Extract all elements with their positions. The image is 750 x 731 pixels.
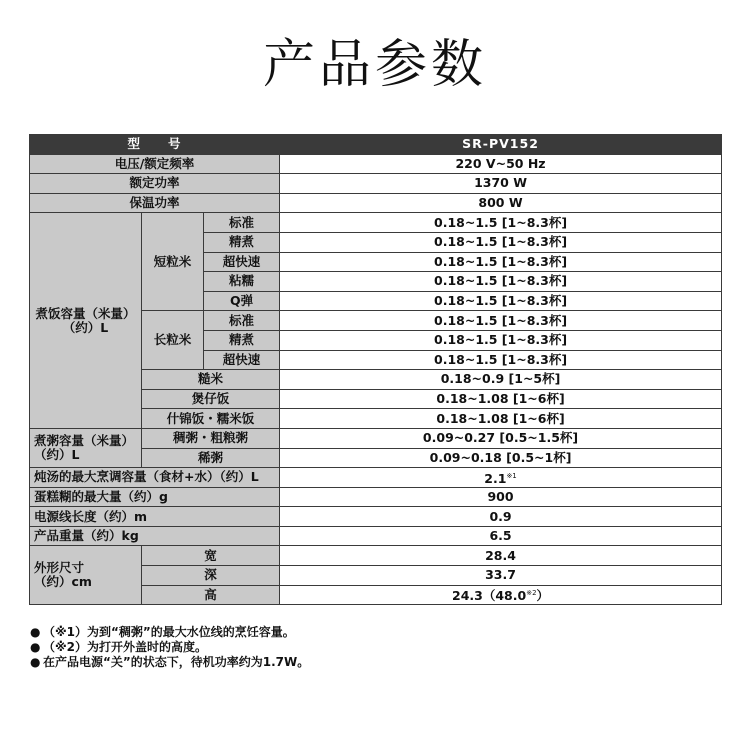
table-row	[30, 487, 722, 507]
mode-value: 0.09~0.27 [0.5~1.5杯]	[280, 428, 722, 448]
table-row	[30, 213, 722, 233]
dim-value: 28.4	[280, 546, 722, 566]
page-title: 产品参数	[262, 35, 487, 95]
cook-capacity-label-line2: （约）L	[62, 319, 109, 335]
dimensions-label-line1: 外形尺寸	[34, 560, 85, 576]
cake-max-value: 900	[280, 487, 722, 507]
table-row	[30, 174, 722, 194]
soup-capacity-value	[280, 468, 722, 488]
mode-value: 0.18~0.9 [1~5杯]	[280, 370, 722, 390]
porridge-capacity-label-line2: （约）L	[34, 447, 80, 462]
dim-label: 深	[142, 566, 280, 586]
footnotes	[30, 625, 309, 670]
keep-warm-power-label: 保温功率	[30, 193, 280, 213]
cord-length-value: 0.9	[280, 507, 722, 527]
mode-label: 精煮	[204, 330, 280, 350]
keep-warm-power-value: 800 W	[280, 193, 722, 213]
mode-value: 0.18~1.5 [1~8.3杯]	[280, 272, 722, 292]
dimensions-label	[30, 546, 142, 605]
cook-capacity-label-line1: 煮饭容量（米量）	[35, 305, 136, 321]
dimensions-label-line2: （约）cm	[34, 574, 92, 590]
weight-label: 产品重量（约）kg	[30, 526, 280, 546]
mode-label: 煲仔饭	[142, 389, 280, 409]
soup-capacity-label: 炖汤的最大烹调容量（食材+水）（约）L	[30, 468, 280, 488]
mode-value: 0.18~1.5 [1~8.3杯]	[280, 213, 722, 233]
mode-value: 0.18~1.5 [1~8.3杯]	[280, 350, 722, 370]
table-row	[30, 507, 722, 527]
mode-value: 0.18~1.08 [1~6杯]	[280, 409, 722, 429]
dim-label: 高	[142, 585, 280, 605]
cook-capacity-label	[30, 213, 142, 429]
spec-table	[29, 134, 722, 605]
weight-value: 6.5	[280, 526, 722, 546]
soup-capacity-number: 2.1	[484, 470, 507, 486]
rated-power-label: 额定功率	[30, 174, 280, 194]
mode-label: 糙米	[142, 370, 280, 390]
table-row	[30, 428, 722, 448]
voltage-label: 电压/额定频率	[30, 154, 280, 174]
mode-label: 稀粥	[142, 448, 280, 468]
table-row	[30, 193, 722, 213]
footnote-item	[30, 640, 309, 655]
mode-label: 稠粥・粗粮粥	[142, 428, 280, 448]
long-grain-label: 长粒米	[142, 311, 204, 370]
dim-value: 33.7	[280, 566, 722, 586]
mode-label: 什锦饭・糯米饭	[142, 409, 280, 429]
porridge-capacity-label-line1: 煮粥容量（米量）	[34, 433, 135, 448]
height-suffix: ）	[536, 588, 550, 604]
footnote-text: （※1）为到“稠粥”的最大水位线的烹饪容量。	[43, 625, 295, 639]
footnote-text: （※2）为打开外盖时的高度。	[43, 640, 208, 654]
footnote-mark: ※2	[526, 589, 537, 598]
dim-label: 宽	[142, 546, 280, 566]
cake-max-label: 蛋糕糊的最大量（约）g	[30, 487, 280, 507]
model-label: 型 号	[30, 135, 280, 155]
table-row	[30, 154, 722, 174]
mode-value: 0.18~1.08 [1~6杯]	[280, 389, 722, 409]
porridge-capacity-label	[30, 428, 142, 467]
mode-label: 标准	[204, 311, 280, 331]
mode-label: 超快速	[204, 350, 280, 370]
mode-label: 超快速	[204, 252, 280, 272]
footnote-item	[30, 625, 309, 640]
footnote-text: 在产品电源“关”的状态下，待机功率约为1.7W。	[43, 655, 310, 669]
bullet-icon: ●	[30, 625, 41, 639]
mode-label: Q弹	[204, 291, 280, 311]
height-number: 24.3（48.0	[452, 588, 527, 604]
bullet-icon: ●	[30, 655, 41, 669]
bullet-icon: ●	[30, 640, 41, 654]
mode-value: 0.18~1.5 [1~8.3杯]	[280, 311, 722, 331]
mode-label: 粘糯	[204, 272, 280, 292]
mode-value: 0.09~0.18 [0.5~1杯]	[280, 448, 722, 468]
mode-value: 0.18~1.5 [1~8.3杯]	[280, 232, 722, 252]
mode-label: 精煮	[204, 232, 280, 252]
voltage-value: 220 V~50 Hz	[280, 154, 722, 174]
dim-value	[280, 585, 722, 605]
table-row	[30, 468, 722, 488]
table-row	[30, 526, 722, 546]
table-header-row	[30, 135, 722, 155]
mode-value: 0.18~1.5 [1~8.3杯]	[280, 252, 722, 272]
mode-value: 0.18~1.5 [1~8.3杯]	[280, 291, 722, 311]
mode-value: 0.18~1.5 [1~8.3杯]	[280, 330, 722, 350]
rated-power-value: 1370 W	[280, 174, 722, 194]
footnote-mark: ※1	[506, 471, 517, 480]
table-row	[30, 546, 722, 566]
mode-label: 标准	[204, 213, 280, 233]
model-value: SR-PV152	[280, 135, 722, 155]
cord-length-label: 电源线长度（约）m	[30, 507, 280, 527]
footnote-item	[30, 655, 309, 670]
short-grain-label: 短粒米	[142, 213, 204, 311]
